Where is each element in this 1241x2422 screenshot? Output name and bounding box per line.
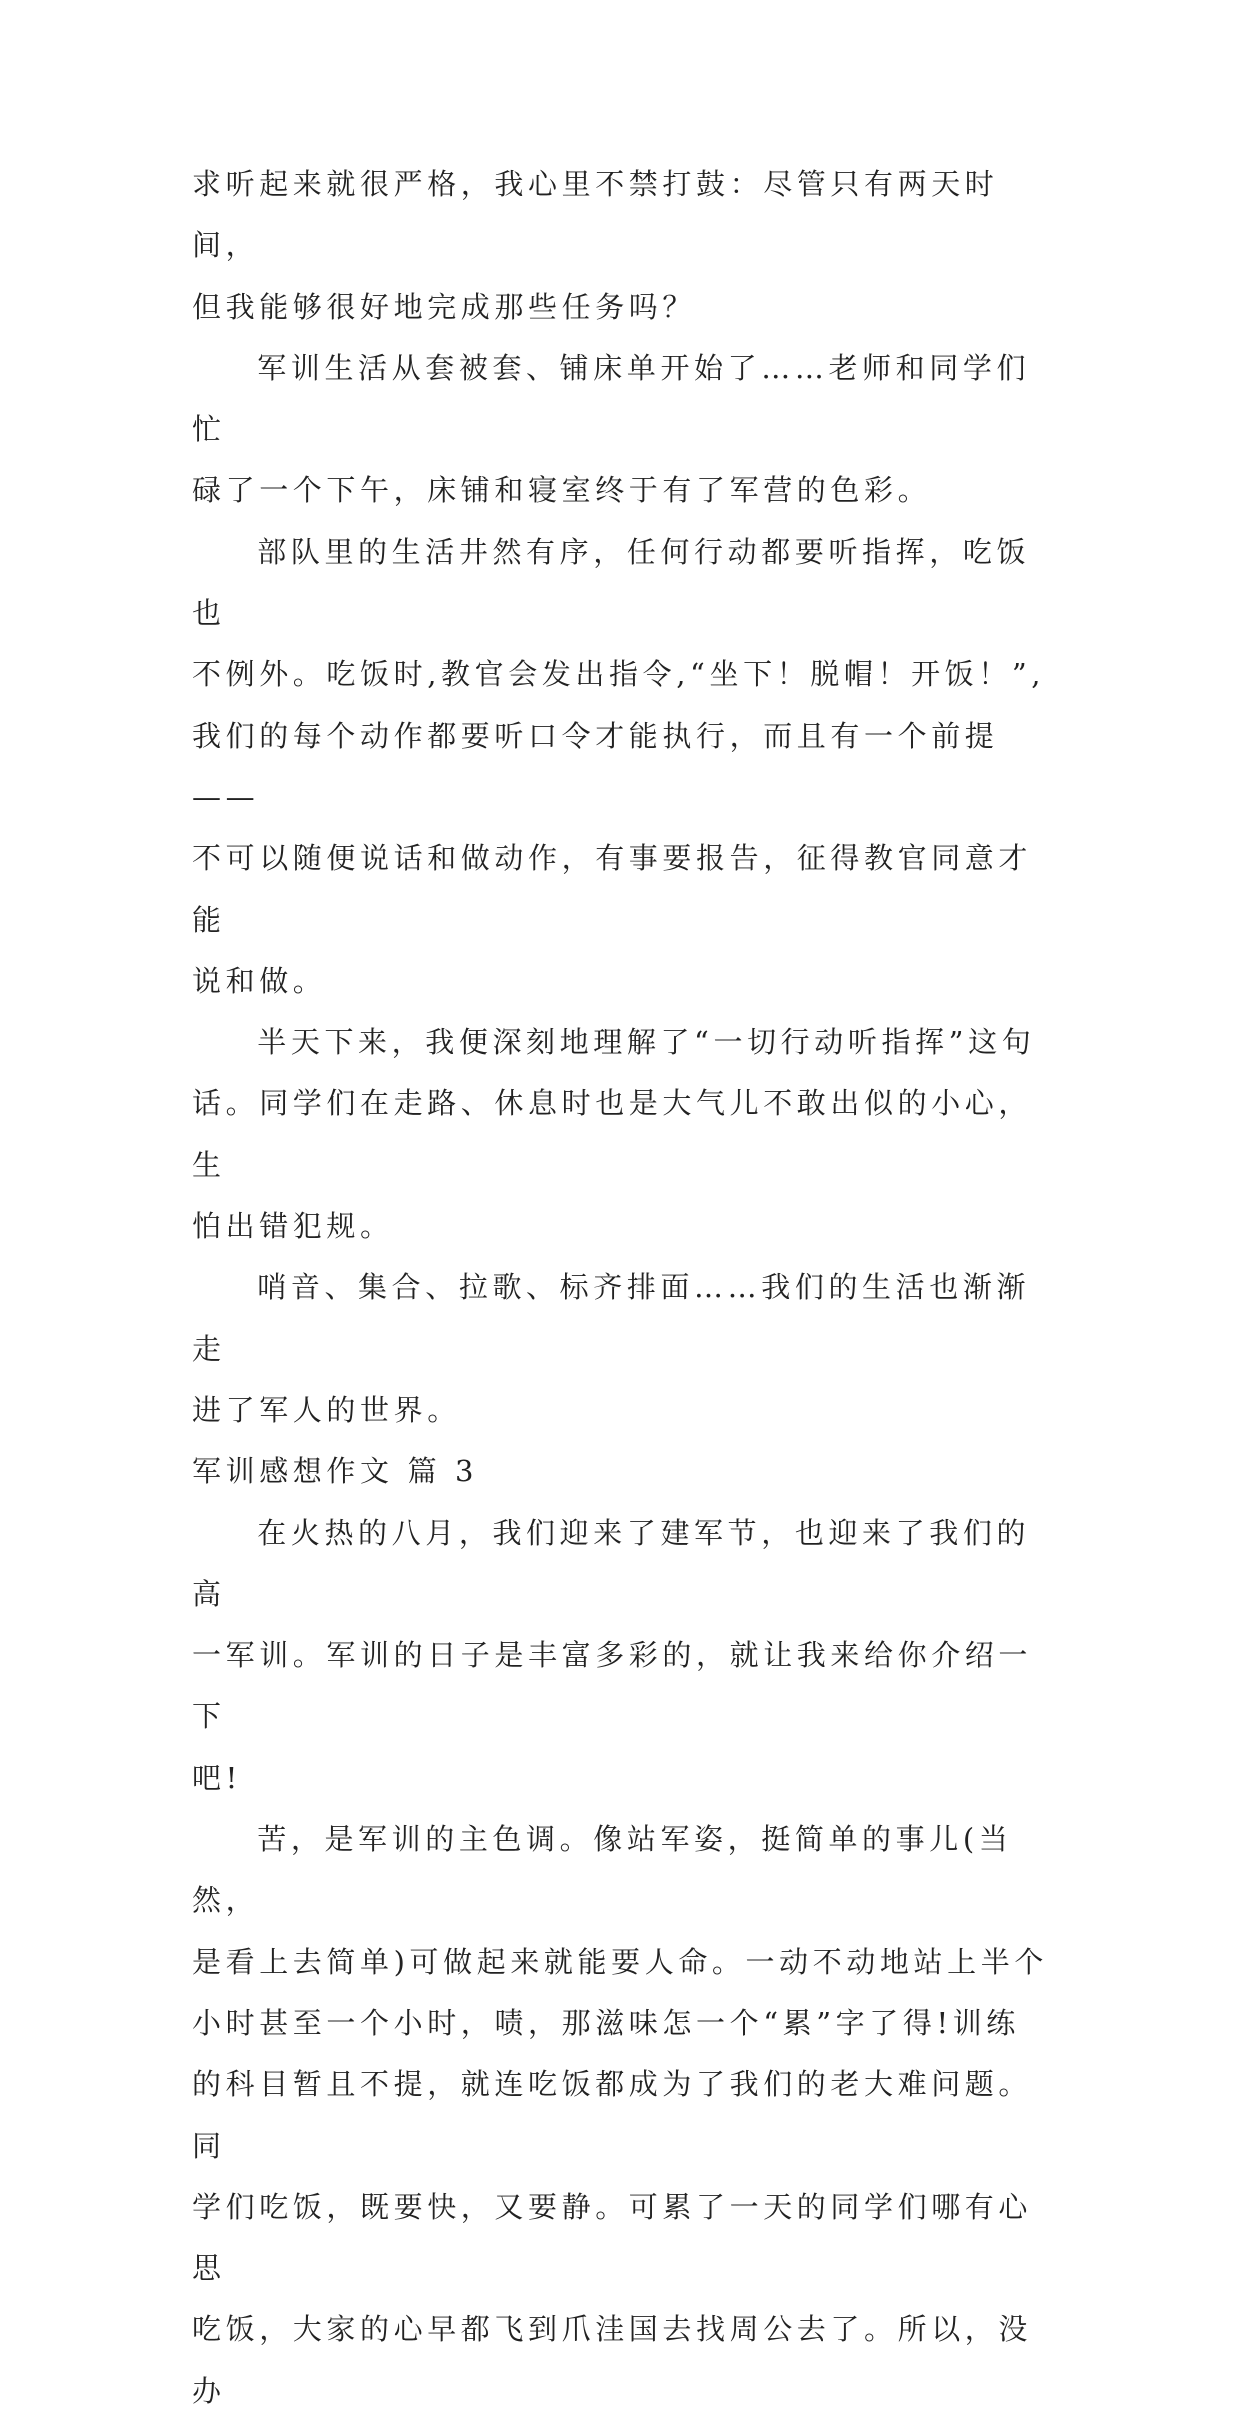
section-heading — [192, 1441, 1052, 1502]
text-line: 的科目暂且不提，就连吃饭都成为了我们的老大难问题。同 — [192, 2067, 1033, 2163]
text-line: 但我能够很好地完成那些任务吗？ — [192, 289, 697, 324]
text-line: 说和做。 — [192, 963, 327, 998]
text-line: 苦，是军训的主色调。像站军姿，挺简单的事儿(当然， — [192, 1822, 1013, 1918]
text-line: 学们吃饭，既要快，又要静。可累了一天的同学们哪有心思 — [192, 2189, 1033, 2286]
text-line: 话。同学们在走路、休息时也是大气儿不敢出似的小心，生 — [192, 1086, 1033, 1182]
text-line: 半天下来，我便深刻地理解了“一切行动听指挥”这句 — [257, 1025, 1036, 1060]
text-line: 我们的每个动作都要听口令才能执行，而且有一个前提—— — [192, 718, 999, 814]
text-line: 不可以随便说话和做动作，有事要报告，征得教官同意才能 — [192, 841, 1033, 937]
paragraph-1 — [192, 154, 1052, 338]
text-line: 进了军人的世界。 — [192, 1392, 461, 1427]
text-line: 怕出错犯规。 — [192, 1209, 394, 1244]
text-line: 哨音、集合、拉歌、标齐排面……我们的生活也渐渐走 — [192, 1270, 1031, 1366]
heading-title: 军训感想作文 — [192, 1454, 394, 1489]
document-body — [192, 154, 1052, 2422]
text-line: 一军训。军训的日子是丰富多彩的，就让我来给你介绍一下 — [192, 1638, 1033, 1734]
paragraph-3 — [192, 522, 1052, 1012]
text-line: 碌了一个下午，床铺和寝室终于有了军营的色彩。 — [192, 473, 932, 508]
text-line: 吃饭，大家的心早都飞到爪洼国去找周公去了。所以，没办 — [192, 2312, 1033, 2408]
paragraph-7 — [192, 1809, 1052, 2422]
text-line: 不例外。吃饭时,教官会发出指令,“坐下！脱帽！开饭！”, — [192, 657, 1046, 692]
text-line: 在火热的八月，我们迎来了建军节，也迎来了我们的高 — [192, 1515, 1031, 1611]
text-line: 吧! — [192, 1760, 242, 1795]
paragraph-2 — [192, 338, 1052, 522]
paragraph-5 — [192, 1257, 1052, 1441]
text-line: 小时甚至一个小时，啧，那滋味怎一个“累”字了得!训练 — [192, 2005, 1020, 2040]
text-line: 是看上去简单)可做起来就能要人命。一动不动地站上半个 — [192, 1944, 1048, 1979]
paragraph-4 — [192, 1012, 1052, 1257]
heading-part: 篇 3 — [407, 1454, 479, 1489]
paragraph-6 — [192, 1503, 1052, 1809]
text-line: 求听起来就很严格，我心里不禁打鼓：尽管只有两天时间， — [192, 167, 999, 263]
text-line: 部队里的生活井然有序，任何行动都要听指挥，吃饭也 — [192, 534, 1031, 631]
text-line: 军训生活从套被套、铺床单开始了……老师和同学们忙 — [192, 350, 1031, 447]
